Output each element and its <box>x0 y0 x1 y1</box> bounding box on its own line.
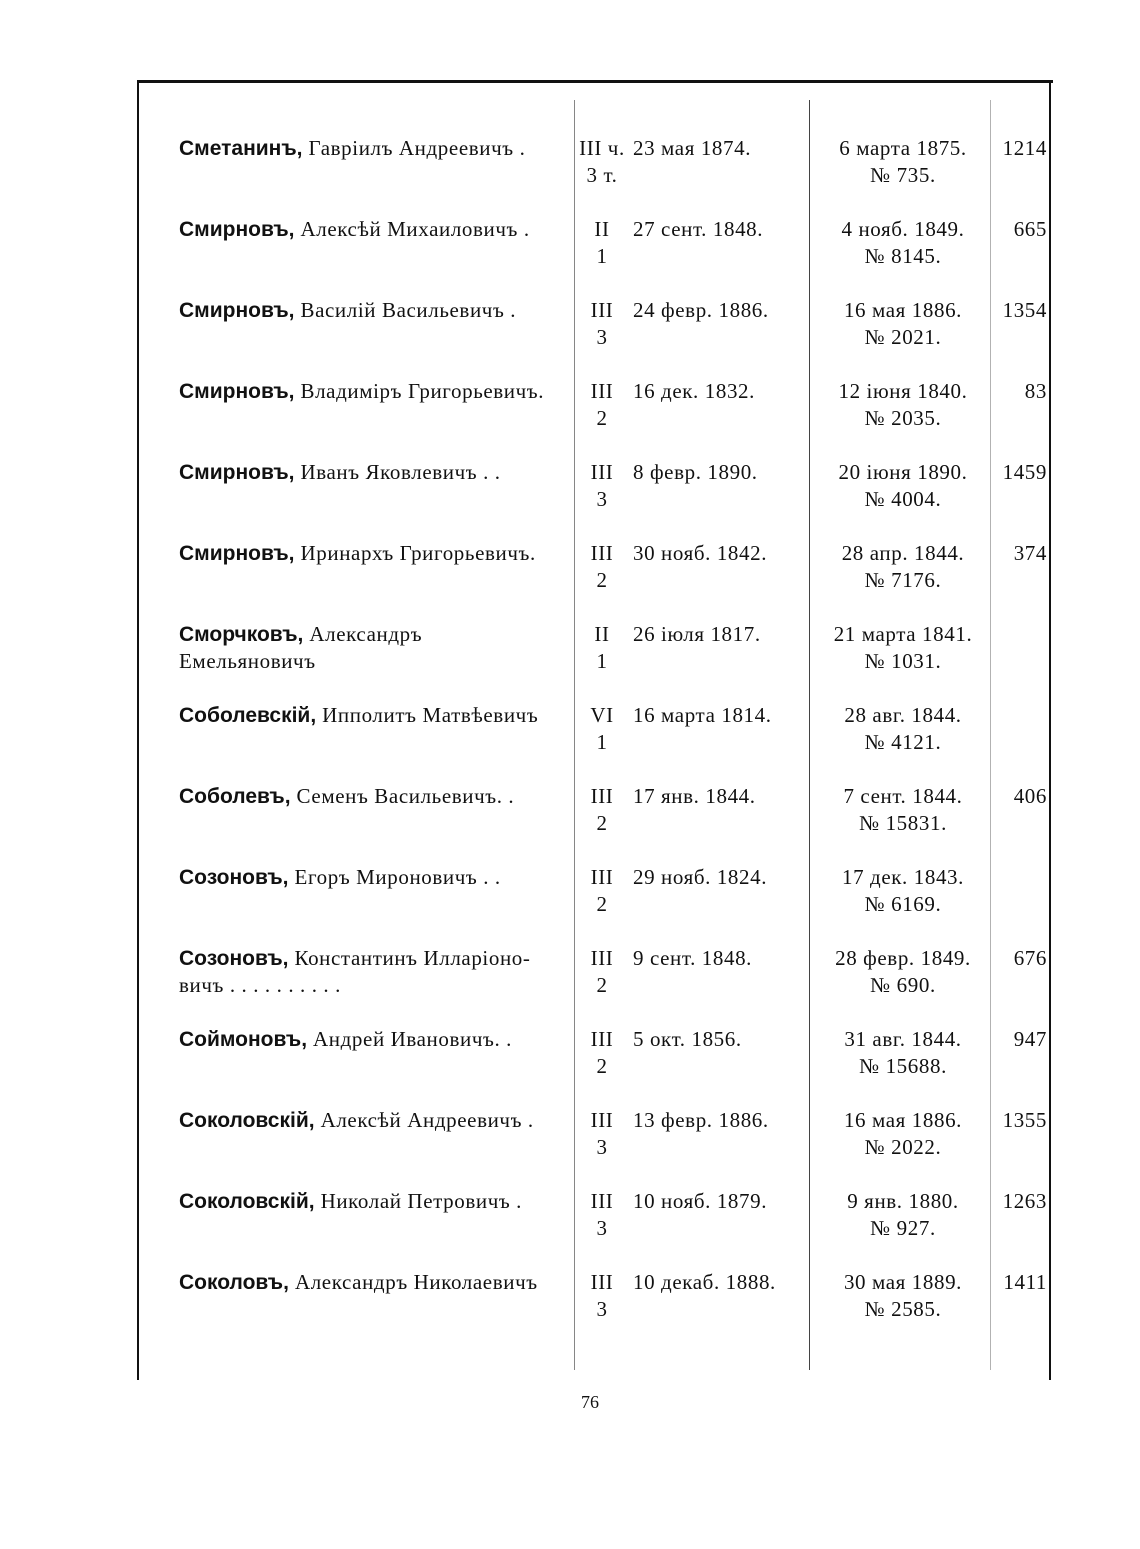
first-date: 16 марта 1814. <box>633 703 772 727</box>
entry-number: 406 <box>1013 784 1047 808</box>
top-rule <box>137 80 1053 83</box>
document-number: № 15688. <box>859 1054 947 1078</box>
class-line-1: III <box>590 865 614 889</box>
surname: Соймоновъ, <box>179 1028 308 1051</box>
surname: Соколовскій, <box>179 1109 315 1132</box>
class-line-1: III <box>590 541 614 565</box>
surname: Сметанинъ, <box>179 137 303 160</box>
second-date <box>817 783 989 837</box>
class-line-2: 1 <box>596 649 608 673</box>
entry-number: 1355 <box>1002 1108 1047 1132</box>
first-date: 26 іюля 1817. <box>633 622 761 646</box>
surname: Смирновъ, <box>179 380 295 403</box>
document-number: № 2022. <box>864 1135 942 1159</box>
class-line-2: 2 <box>596 973 608 997</box>
second-date <box>817 540 989 594</box>
person-name <box>179 783 564 810</box>
rank-class <box>577 702 627 756</box>
given-name: Александръ Емельяновичъ <box>179 622 423 673</box>
second-date <box>817 1026 989 1080</box>
class-line-2: 2 <box>596 811 608 835</box>
rank-class <box>577 945 627 999</box>
first-date: 30 нояб. 1842. <box>633 541 768 565</box>
first-date: 23 мая 1874. <box>633 136 752 160</box>
entry-number: 374 <box>1013 541 1047 565</box>
second-date-value: 30 мая 1889. <box>843 1270 963 1294</box>
class-line-1: III <box>590 1270 614 1294</box>
second-date <box>817 378 989 432</box>
document-number: № 2035. <box>864 406 942 430</box>
second-date-value: 20 іюня 1890. <box>838 460 968 484</box>
class-line-1: III <box>590 784 614 808</box>
page-number: 76 <box>581 1392 599 1412</box>
given-name: Гавріилъ Андреевичъ . <box>308 136 526 160</box>
second-date-value: 21 марта 1841. <box>833 622 973 646</box>
given-name: Иринархъ Григорьевичъ. <box>300 541 536 565</box>
document-number: № 2585. <box>864 1297 942 1321</box>
entry-number: 1214 <box>1002 136 1047 160</box>
given-name: Василій Васильевичъ . <box>300 298 517 322</box>
second-date-value: 17 дек. 1843. <box>841 865 964 889</box>
second-date-value: 28 февр. 1849. <box>835 946 971 970</box>
second-date <box>817 702 989 756</box>
person-name <box>179 378 564 405</box>
class-line-2: 3 <box>596 1135 608 1159</box>
rank-class <box>577 1107 627 1161</box>
first-date: 29 нояб. 1824. <box>633 865 768 889</box>
second-date-value: 12 іюня 1840. <box>838 379 968 403</box>
rank-class <box>577 216 627 270</box>
table-row <box>137 783 1052 864</box>
surname: Соболевскій, <box>179 704 317 727</box>
document-number: № 1031. <box>864 649 942 673</box>
first-date: 13 февр. 1886. <box>633 1108 769 1132</box>
class-line-1: III <box>590 1027 614 1051</box>
table-row <box>137 1107 1052 1188</box>
table-row <box>137 1269 1052 1350</box>
rank-class <box>577 1026 627 1080</box>
first-date: 27 сент. 1848. <box>633 217 764 241</box>
person-name <box>179 459 564 486</box>
document-number: № 690. <box>870 973 936 997</box>
class-line-2: 3 <box>596 1297 608 1321</box>
person-name <box>179 1107 564 1134</box>
document-number: № 6169. <box>864 892 942 916</box>
first-date: 17 янв. 1844. <box>633 784 756 808</box>
person-name <box>179 702 564 729</box>
entry-number: 947 <box>1013 1027 1047 1051</box>
given-name: Константинъ Илларіоно-вичъ . . . . . . . . . . <box>179 946 531 997</box>
second-date-value: 9 янв. 1880. <box>847 1189 959 1213</box>
first-date: 8 февр. 1890. <box>633 460 758 484</box>
entry-number: 676 <box>1013 946 1047 970</box>
second-date-value: 28 апр. 1844. <box>841 541 965 565</box>
given-name: Андрей Ивановичъ. . <box>313 1027 513 1051</box>
second-date-value: 31 авг. 1844. <box>844 1027 962 1051</box>
first-date: 10 нояб. 1879. <box>633 1189 768 1213</box>
second-date <box>817 297 989 351</box>
first-date: 5 окт. 1856. <box>633 1027 742 1051</box>
table-row <box>137 621 1052 702</box>
class-line-2: 2 <box>596 406 608 430</box>
person-name <box>179 297 564 324</box>
class-line-2: 2 <box>596 1054 608 1078</box>
surname: Соколовъ, <box>179 1271 289 1294</box>
class-line-1: II <box>594 622 610 646</box>
given-name: Иванъ Яковлевичъ . . <box>300 460 501 484</box>
page-frame <box>137 80 1052 1380</box>
class-line-2: 2 <box>596 568 608 592</box>
surname: Смирновъ, <box>179 461 295 484</box>
class-line-1: III ч. <box>579 136 625 160</box>
class-line-1: III <box>590 1189 614 1213</box>
entry-number: 1354 <box>1002 298 1047 322</box>
table-row <box>137 297 1052 378</box>
person-name <box>179 945 564 999</box>
second-date-value: 7 сент. 1844. <box>843 784 963 808</box>
rank-class <box>577 297 627 351</box>
given-name: Ипполитъ Матвѣевичъ <box>322 703 539 727</box>
entry-number: 1263 <box>1002 1189 1047 1213</box>
document-number: № 4004. <box>864 487 942 511</box>
class-line-2: 3 <box>596 1216 608 1240</box>
entry-number: 1459 <box>1002 460 1047 484</box>
second-date <box>817 621 989 675</box>
person-name <box>179 216 564 243</box>
given-name: Семенъ Васильевичъ. . <box>296 784 515 808</box>
person-name <box>179 135 564 162</box>
second-date <box>817 864 989 918</box>
class-line-1: III <box>590 379 614 403</box>
person-name <box>179 864 564 891</box>
rank-class <box>577 540 627 594</box>
given-name: Николай Петровичъ . <box>320 1189 523 1213</box>
entry-number: 665 <box>1013 217 1047 241</box>
table-row <box>137 1026 1052 1107</box>
second-date <box>817 1188 989 1242</box>
class-line-2: 3 <box>596 487 608 511</box>
surname: Соколовскій, <box>179 1190 315 1213</box>
document-number: № 2021. <box>864 325 942 349</box>
class-line-1: VI <box>590 703 614 727</box>
table-row <box>137 216 1052 297</box>
table-row <box>137 1188 1052 1269</box>
table-row <box>137 864 1052 945</box>
rank-class <box>577 459 627 513</box>
second-date <box>817 1107 989 1161</box>
surname: Соболевъ, <box>179 785 291 808</box>
first-date: 16 дек. 1832. <box>633 379 756 403</box>
second-date-value: 4 нояб. 1849. <box>841 217 965 241</box>
second-date-value: 16 мая 1886. <box>843 298 963 322</box>
person-name <box>179 1269 564 1296</box>
rank-class <box>577 864 627 918</box>
table-row <box>137 540 1052 621</box>
register-table <box>137 135 1052 1350</box>
class-line-2: 1 <box>596 730 608 754</box>
class-line-2: 2 <box>596 892 608 916</box>
rank-class <box>577 135 627 189</box>
table-row <box>137 135 1052 216</box>
class-line-2: 3 т. <box>586 163 618 187</box>
person-name <box>179 621 564 675</box>
given-name: Александръ Николаевичъ <box>294 1270 538 1294</box>
given-name: Алексѣй Михаиловичъ . <box>300 217 530 241</box>
surname: Смирновъ, <box>179 218 295 241</box>
table-row <box>137 459 1052 540</box>
document-number: № 4121. <box>864 730 942 754</box>
table-row <box>137 378 1052 459</box>
second-date-value: 28 авг. 1844. <box>844 703 962 727</box>
class-line-1: III <box>590 298 614 322</box>
class-line-2: 3 <box>596 325 608 349</box>
rank-class <box>577 1269 627 1323</box>
given-name: Алексѣй Андреевичъ . <box>320 1108 534 1132</box>
first-date: 9 сент. 1848. <box>633 946 753 970</box>
person-name <box>179 540 564 567</box>
first-date: 10 декаб. 1888. <box>633 1270 776 1294</box>
surname: Смирновъ, <box>179 299 295 322</box>
rank-class <box>577 378 627 432</box>
table-row <box>137 945 1052 1026</box>
document-number: № 7176. <box>864 568 942 592</box>
document-number: № 927. <box>870 1216 936 1240</box>
second-date <box>817 459 989 513</box>
person-name <box>179 1188 564 1215</box>
entry-number: 1411 <box>1003 1270 1047 1294</box>
second-date-value: 6 марта 1875. <box>839 136 967 160</box>
surname: Созоновъ, <box>179 947 289 970</box>
document-number: № 735. <box>870 163 936 187</box>
entry-number: 83 <box>1024 379 1047 403</box>
second-date <box>817 135 989 189</box>
class-line-1: II <box>594 217 610 241</box>
person-name <box>179 1026 564 1053</box>
class-line-1: III <box>590 1108 614 1132</box>
given-name: Егоръ Мироновичъ . . <box>294 865 501 889</box>
class-line-1: III <box>590 460 614 484</box>
class-line-1: III <box>590 946 614 970</box>
second-date <box>817 1269 989 1323</box>
second-date-value: 16 мая 1886. <box>843 1108 963 1132</box>
document-number: № 8145. <box>864 244 942 268</box>
rank-class <box>577 621 627 675</box>
table-row <box>137 702 1052 783</box>
second-date <box>817 945 989 999</box>
surname: Сморчковъ, <box>179 623 304 646</box>
surname: Смирновъ, <box>179 542 295 565</box>
document-number: № 15831. <box>859 811 947 835</box>
second-date <box>817 216 989 270</box>
class-line-2: 1 <box>596 244 608 268</box>
rank-class <box>577 783 627 837</box>
surname: Созоновъ, <box>179 866 289 889</box>
first-date: 24 февр. 1886. <box>633 298 769 322</box>
given-name: Владиміръ Григорьевичъ. <box>300 379 545 403</box>
rank-class <box>577 1188 627 1242</box>
